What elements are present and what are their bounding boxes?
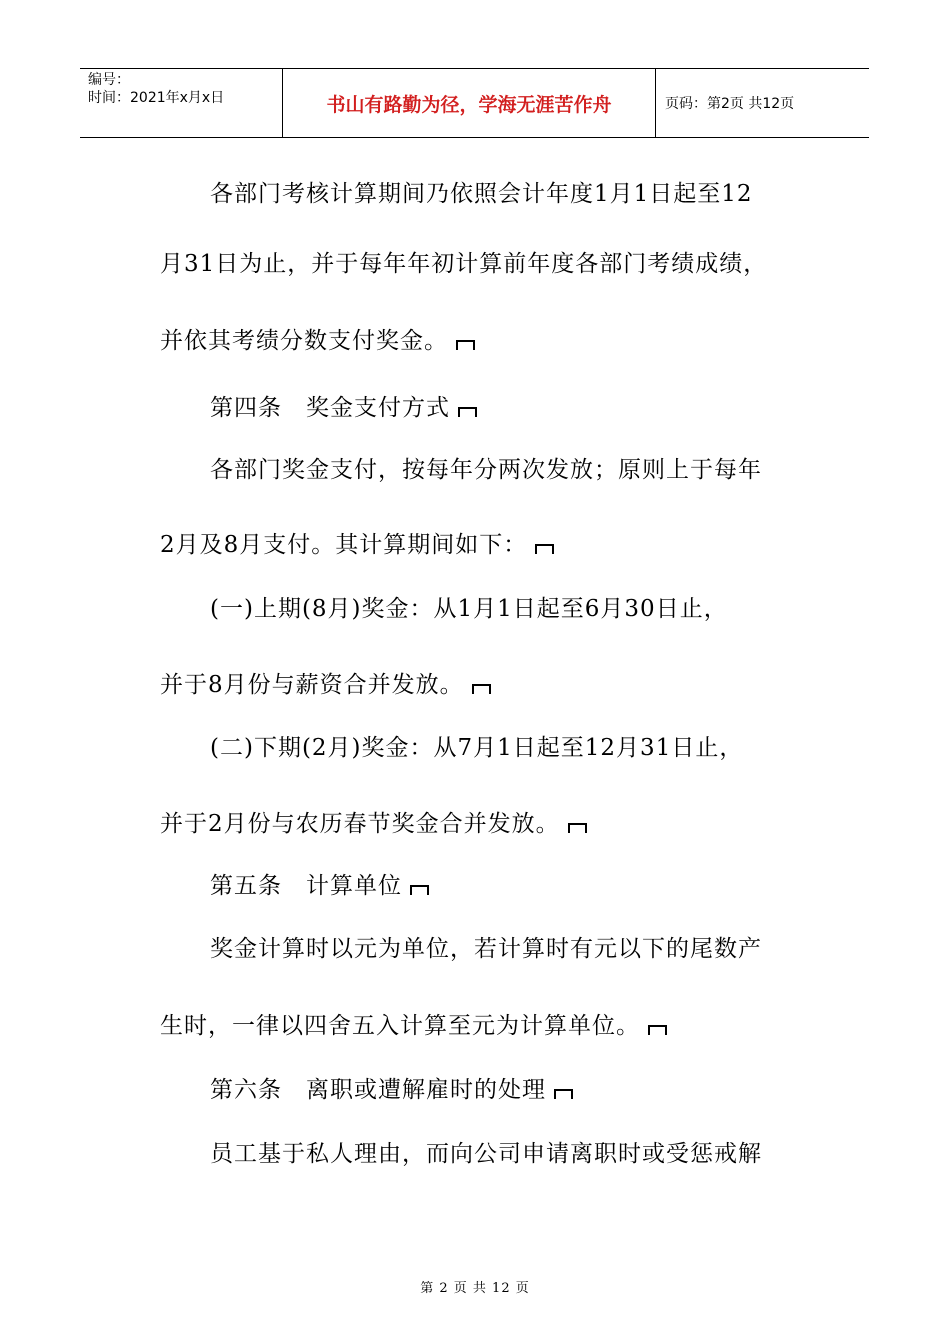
paragraph-mark-icon (648, 1025, 667, 1035)
paragraph-mark-icon (456, 340, 475, 350)
header-motto: 书山有路勤为径，学海无涯苦作舟 (283, 69, 656, 137)
paragraph-mark-icon (568, 823, 587, 833)
body-line: 员工基于私人理由，而向公司申请离职时或受惩戒解 (210, 1141, 762, 1167)
document-header (80, 68, 869, 138)
body-line: 生时，一律以四舍五入计算至元为计算单位。 (160, 1011, 667, 1041)
body-line: 并依其考绩分数支付奖金。 (160, 326, 475, 356)
paragraph-mark-icon (410, 885, 429, 895)
article-heading: 第五条 计算单位 (210, 871, 429, 901)
page-footer: 第 2 页 共 12 页 (420, 1281, 530, 1296)
paragraph-mark-icon (472, 684, 491, 694)
paragraph-mark-icon (535, 544, 554, 554)
article-heading: 第六条 离职或遭解雇时的处理 (210, 1075, 573, 1105)
body-line: 奖金计算时以元为单位，若计算时有元以下的尾数产 (210, 936, 762, 962)
article-heading: 第四条 奖金支付方式 (210, 393, 477, 423)
header-page-number: 页码：第2页 共12页 (665, 96, 795, 112)
body-line: 各部门考核计算期间乃依照会计年度1月1日起至12 (210, 181, 753, 207)
body-line: (二)下期(2月)奖金：从7月1日起至12月31日止， (210, 735, 744, 761)
paragraph-mark-icon (554, 1089, 573, 1099)
body-line: 2月及8月支付。其计算期间如下： (160, 530, 554, 560)
body-line: 各部门奖金支付，按每年分两次发放；原则上于每年 (210, 457, 762, 483)
header-meta (80, 69, 283, 137)
document-time-label: 时间：2021年x月x日 (88, 90, 225, 106)
body-line: 并于2月份与农历春节奖金合并发放。 (160, 809, 587, 839)
body-line: (一)上期(8月)奖金：从1月1日起至6月30日止， (210, 596, 728, 622)
document-number-label: 编号： (88, 72, 130, 88)
body-line: 并于8月份与薪资合并发放。 (160, 670, 491, 700)
paragraph-mark-icon (458, 407, 477, 417)
body-line: 月31日为止，并于每年年初计算前年度各部门考绩成绩， (160, 251, 768, 277)
